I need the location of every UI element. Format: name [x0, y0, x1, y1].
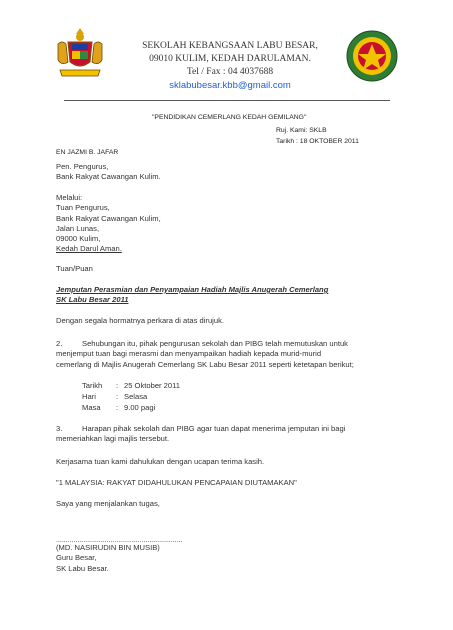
detail-label: Tarikh [82, 381, 103, 390]
signature-line: ................................................................. [56, 537, 183, 544]
malaysia-coat-of-arms-icon [52, 26, 108, 82]
detail-value: Selasa [124, 392, 148, 401]
via-line: Jalan Lunas, [56, 223, 100, 233]
subject-block [56, 285, 406, 306]
detail-colon: : [116, 381, 119, 390]
school-header [130, 40, 330, 92]
recipient-title: Pen. Pengurus, [56, 162, 109, 171]
detail-colon: : [116, 392, 119, 401]
subject-line: SK Labu Besar 2011 [56, 295, 129, 305]
detail-value: 25 Oktober 2011 [124, 381, 181, 390]
school-phone: Tel / Fax : 04 4037688 [186, 67, 274, 77]
letter-date: Tarikh : 18 OKTOBER 2011 [276, 138, 359, 145]
via-line: 09000 Kulim, [56, 234, 101, 244]
school-email[interactable]: sklabubesar.kbb@gmail.com [169, 80, 291, 91]
signatory-name: (MD. NASIRUDIN BIN MUSIB) [56, 543, 160, 552]
school-address: 09010 KULIM, KEDAH DARULAMAN. [149, 54, 311, 64]
recipient-org: Bank Rakyat Cawangan Kulim. [56, 172, 161, 182]
closing-line: Saya yang menjalankan tugas, [56, 499, 160, 508]
reference-block [276, 125, 359, 147]
via-label: Melalui: [56, 193, 83, 202]
signature-block [56, 543, 406, 574]
slogan: "PENDIDIKAN CEMERLANG KEDAH GEMILANG" [152, 114, 307, 121]
school-name: SEKOLAH KEBANGSAAN LABU BESAR, [142, 41, 318, 51]
paragraph-3 [56, 424, 412, 445]
detail-row [82, 381, 180, 391]
subject-line: Jemputan Perasmian dan Penyampaian Hadiah Majlis Anugerah Cemerlang [56, 285, 329, 294]
paragraph-text: Harapan pihak sekolah dan PIBG agar tuan dapat menerima jemputan ini bagi [82, 424, 346, 433]
via-line: Bank Rakyat Cawangan Kulim, [56, 213, 161, 223]
via-block [56, 193, 406, 255]
signatory-school: SK Labu Besar. [56, 563, 109, 573]
detail-row [82, 392, 147, 402]
paragraph-text: cemerlang di Majlis Anugerah Cemerlang SK Labu Besar 2011 seperti ketetapan berikut; [56, 359, 354, 369]
detail-label: Hari [82, 392, 96, 401]
via-line-last: Kedah Darul Aman. [56, 244, 122, 254]
reference-number: Ruj. Kami: SKLB [276, 127, 327, 134]
school-emblem-icon [346, 30, 398, 82]
header-divider [64, 100, 390, 101]
detail-row [82, 403, 155, 413]
thanks-line: Kerjasama tuan kami dahulukan dengan ucapan terima kasih. [56, 457, 265, 466]
motto-line: "1 MALAYSIA: RAKYAT DIDAHULUKAN PENCAPAIAN DIUTAMAKAN" [56, 478, 297, 487]
detail-colon: : [116, 403, 119, 412]
paragraph-text: memeriahkan lagi majlis tersebut. [56, 434, 170, 444]
via-line: Tuan Pengurus, [56, 203, 110, 213]
paragraph-text: menjemput tuan bagi merasmi dan menyampaikan hadiah kepada murid-murid [56, 349, 322, 359]
detail-label: Masa [82, 403, 101, 412]
salutation: Tuan/Puan [56, 264, 93, 273]
paragraph-text: Sehubungan itu, pihak pengurusan sekolah dan PIBG telah memutuskan untuk [82, 339, 348, 348]
paragraph-number: 2. [56, 339, 63, 348]
recipient-name: EN JAZMI B. JAFAR [56, 149, 119, 156]
recipient-block [56, 162, 406, 183]
opening-line: Dengan segala hormatnya perkara di atas dirujuk. [56, 316, 225, 325]
paragraph-number: 3. [56, 424, 63, 433]
signatory-position: Guru Besar, [56, 553, 97, 563]
paragraph-2 [56, 339, 412, 370]
detail-value: 9.00 pagi [124, 403, 156, 412]
